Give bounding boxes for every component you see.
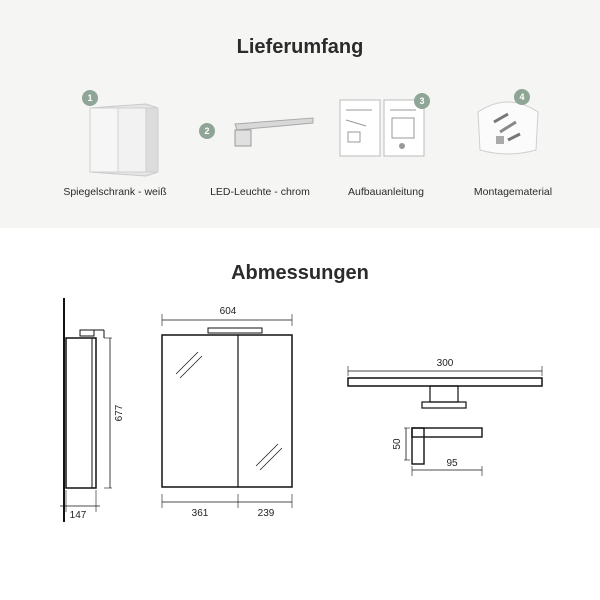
item-label-3: Aufbauanleitung: [348, 186, 424, 198]
left-door-label: 361: [191, 508, 209, 519]
side-view-drawing: [60, 298, 112, 522]
front-view-drawing: [162, 314, 292, 508]
lamp-drawing: [348, 366, 542, 476]
side-depth-label: 147: [69, 510, 87, 521]
right-door-label: 239: [257, 508, 275, 519]
item-badge-3: 3: [414, 93, 430, 109]
dimension-drawings: [0, 290, 600, 600]
lamp-height-label: 50: [392, 438, 403, 450]
mirror-cabinet-icon: [84, 96, 164, 180]
scope-title: Lieferumfang: [236, 36, 364, 58]
lamp-depth-label: 95: [446, 458, 458, 469]
mounting-bag-icon: [468, 92, 548, 160]
item-label-1: Spiegelschrank - weiß: [63, 186, 167, 198]
side-height-label: 677: [114, 404, 125, 422]
item-badge-1: 1: [82, 90, 98, 106]
dimensions-title: Abmessungen: [231, 262, 369, 284]
item-label-2: LED-Leuchte - chrom: [210, 186, 310, 198]
item-label-4: Montagematerial: [473, 186, 553, 198]
item-badge-2: 2: [199, 123, 215, 139]
lamp-length-label: 300: [436, 358, 454, 369]
front-width-label: 604: [219, 306, 237, 317]
item-badge-4: 4: [514, 89, 530, 105]
